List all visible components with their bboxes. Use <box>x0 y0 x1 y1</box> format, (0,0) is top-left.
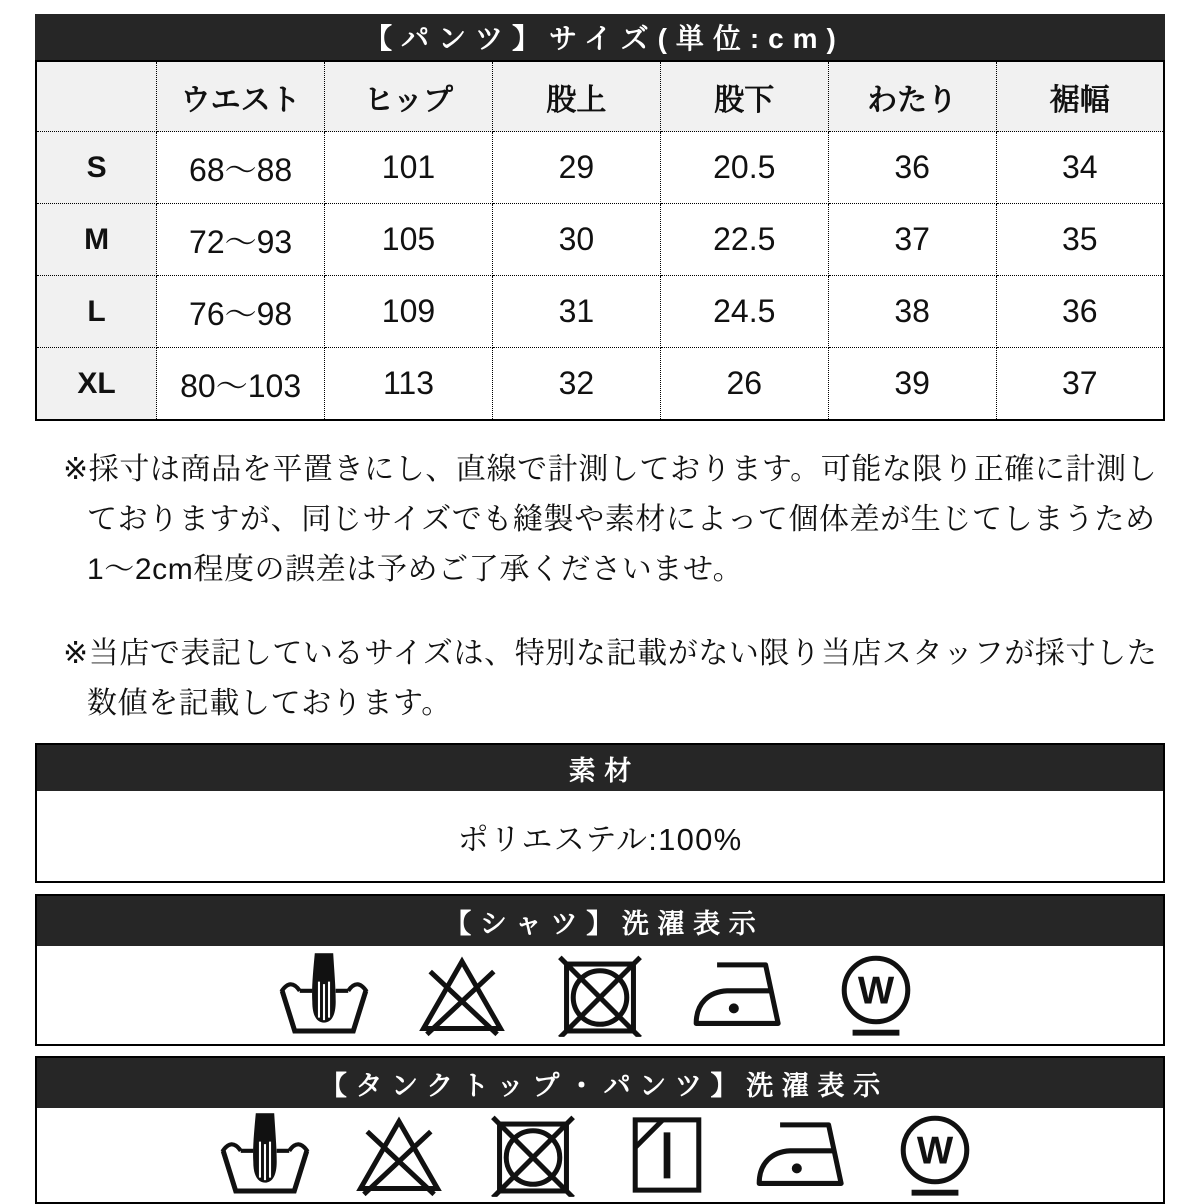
column-header-hip: ヒップ <box>325 61 493 132</box>
size-disclaimer-note <box>63 629 1165 729</box>
iron-low-heat-icon <box>755 1113 847 1197</box>
size-value-cell: 68〜88 <box>157 132 325 204</box>
size-value-cell: 105 <box>325 204 493 276</box>
size-value-cell: 37 <box>996 348 1164 421</box>
size-value-cell: 109 <box>325 276 493 348</box>
wet-cleaning-icon <box>889 1113 981 1197</box>
size-value-cell: 36 <box>828 132 996 204</box>
size-label: L <box>36 276 157 348</box>
column-header-inseam: 股下 <box>660 61 828 132</box>
size-value-cell: 34 <box>996 132 1164 204</box>
note-line: 数値を記載しております。 <box>87 687 452 720</box>
pants-size-title: 【パンツ】サイズ(単位:cm) <box>364 23 845 54</box>
tanktop-pants-care-section <box>35 1056 1165 1204</box>
hand-wash-icon <box>219 1113 311 1197</box>
size-table <box>35 60 1165 421</box>
note-line: ※採寸は商品を平置きにし、直線で計測しております。可能な限り正確に計測し <box>63 453 1158 486</box>
size-value-cell: 36 <box>996 276 1164 348</box>
table-row-s <box>36 132 1164 204</box>
size-value-cell: 113 <box>325 348 493 421</box>
size-value-cell: 26 <box>660 348 828 421</box>
size-value-cell: 31 <box>492 276 660 348</box>
do-not-tumble-dry-icon <box>487 1113 579 1197</box>
size-value-cell: 39 <box>828 348 996 421</box>
shirt-care-title-bar: 【シャツ】洗濯表示 <box>37 896 1163 946</box>
size-value-cell: 24.5 <box>660 276 828 348</box>
size-table-header-row <box>36 61 1164 132</box>
note-line: 1〜2cm程度の誤差は予めご了承くださいませ。 <box>87 553 744 586</box>
shirt-care-icons <box>37 946 1163 1044</box>
wet-cleaning-icon <box>830 953 922 1037</box>
do-not-bleach-icon <box>416 953 508 1037</box>
size-label: XL <box>36 348 157 421</box>
size-value-cell: 20.5 <box>660 132 828 204</box>
measurement-note <box>63 445 1165 595</box>
hand-wash-icon <box>278 953 370 1037</box>
size-value-cell: 72〜93 <box>157 204 325 276</box>
material-title-bar: 素材 <box>37 745 1163 791</box>
column-header-waist: ウエスト <box>157 61 325 132</box>
size-label: S <box>36 132 157 204</box>
size-value-cell: 29 <box>492 132 660 204</box>
size-value-cell: 101 <box>325 132 493 204</box>
note-line: ておりますが、同じサイズでも縫製や素材によって個体差が生じてしまうため <box>87 503 1156 536</box>
size-value-cell: 22.5 <box>660 204 828 276</box>
tanktop-pants-care-icons <box>37 1108 1163 1202</box>
column-header-rise: 股上 <box>492 61 660 132</box>
pants-size-title-bar <box>35 14 1165 60</box>
size-value-cell: 38 <box>828 276 996 348</box>
size-value-cell: 37 <box>828 204 996 276</box>
size-value-cell: 35 <box>996 204 1164 276</box>
table-row-xl <box>36 348 1164 421</box>
line-dry-in-shade-icon <box>621 1113 713 1197</box>
note-line: ※当店で表記しているサイズは、特別な記載がない限り当店スタッフが採寸した <box>63 637 1158 670</box>
size-value-cell: 30 <box>492 204 660 276</box>
size-value-cell: 80〜103 <box>157 348 325 421</box>
shirt-care-section <box>35 894 1165 1046</box>
table-row-l <box>36 276 1164 348</box>
do-not-bleach-icon <box>353 1113 445 1197</box>
do-not-tumble-dry-icon <box>554 953 646 1037</box>
size-label: M <box>36 204 157 276</box>
size-value-cell: 32 <box>492 348 660 421</box>
tanktop-pants-care-title-bar: 【タンクトップ・パンツ】洗濯表示 <box>37 1058 1163 1108</box>
size-value-cell: 76〜98 <box>157 276 325 348</box>
material-section <box>35 743 1165 883</box>
iron-low-heat-icon <box>692 953 784 1037</box>
column-header-thigh: わたり <box>828 61 996 132</box>
material-value: ポリエステル:100% <box>37 791 1163 881</box>
table-row-m <box>36 204 1164 276</box>
column-header-hem: 裾幅 <box>996 61 1164 132</box>
size-table-corner-cell <box>36 61 157 132</box>
pants-size-section <box>35 14 1165 421</box>
